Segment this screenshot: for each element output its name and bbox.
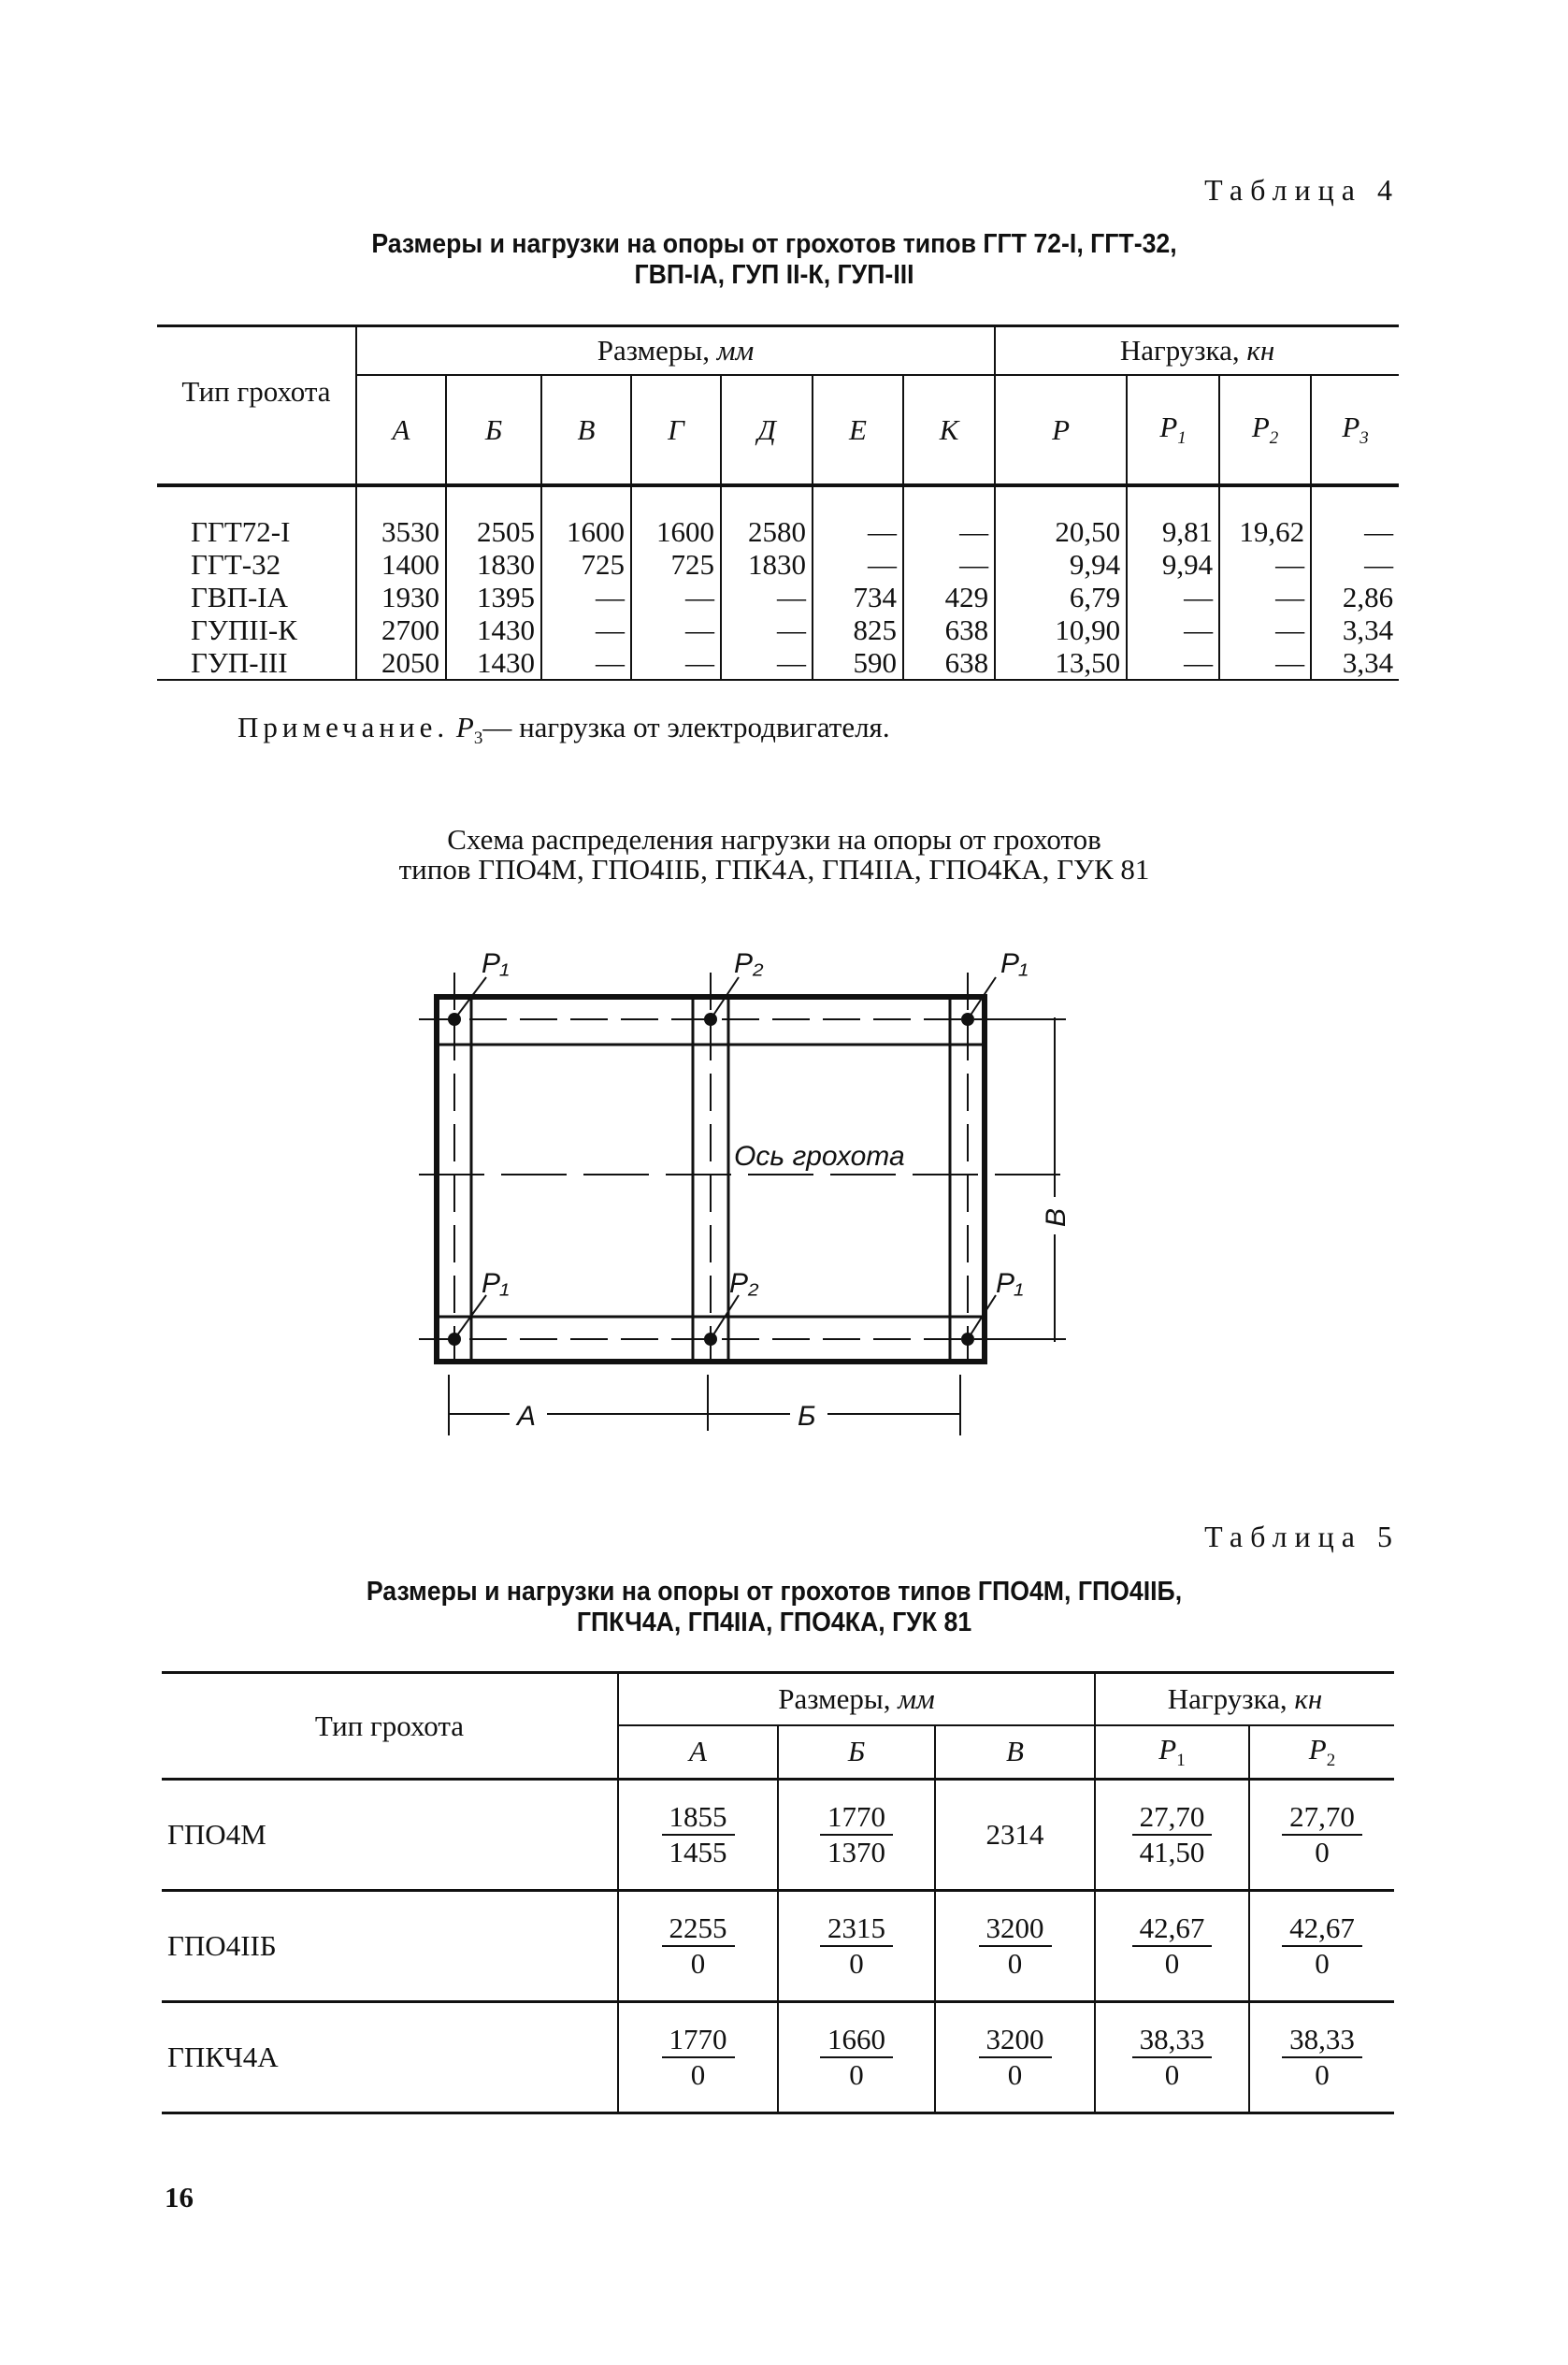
- col-header: $P_1$: [1127, 375, 1219, 485]
- row-name: ГУП-III: [191, 646, 288, 679]
- fraction-value: $\frac{1770}{1370}$: [820, 1800, 893, 1869]
- table-cell: —: [1127, 581, 1219, 613]
- fraction-value: $\frac{2315}{0}$: [820, 1911, 893, 1981]
- col-header: Е: [813, 375, 903, 485]
- table5: [162, 1671, 1394, 2114]
- table-cell: —: [541, 646, 631, 680]
- table-cell: [1095, 1891, 1249, 2002]
- col-type: Тип грохота: [314, 1709, 465, 1742]
- dim-b-label: Б: [798, 1401, 816, 1432]
- col-header: В: [935, 1725, 1095, 1780]
- table-cell: 1430: [446, 646, 541, 680]
- table-cell: —: [1219, 548, 1311, 581]
- table-cell: 1830: [721, 548, 813, 581]
- table-cell: 2314: [935, 1780, 1095, 1891]
- table-cell: 734: [813, 581, 903, 613]
- table-cell: 2580: [721, 485, 813, 548]
- label-p: P₁: [1000, 948, 1029, 979]
- fraction-value: $\frac{3200}{0}$: [979, 1911, 1052, 1981]
- dim-v-label: В: [1041, 1207, 1072, 1227]
- table-cell: 1400: [356, 548, 446, 581]
- col-header: P: [995, 375, 1127, 485]
- table-cell: 725: [541, 548, 631, 581]
- col-header: $P_3$: [1311, 375, 1399, 485]
- table-cell: —: [631, 646, 721, 680]
- table-cell: 9,94: [1127, 548, 1219, 581]
- table4-number: Таблица 4: [1204, 173, 1400, 207]
- group-load: Нагрузка, кн: [995, 326, 1399, 376]
- col-header: Д: [721, 375, 813, 485]
- fraction-value: $\frac{27,70}{0}$: [1282, 1800, 1362, 1869]
- fraction-value: $\frac{3200}{0}$: [979, 2023, 1052, 2092]
- table-cell: 2,86: [1311, 581, 1399, 613]
- label-p2: P₂: [729, 1268, 759, 1299]
- table-row: [162, 1891, 1394, 2002]
- table-cell: [1249, 1780, 1394, 1891]
- table-cell: —: [1311, 485, 1399, 548]
- col-header: К: [903, 375, 995, 485]
- row-name: ГГТ-32: [191, 548, 281, 581]
- table-cell: —: [813, 548, 903, 581]
- page-number: 16: [165, 2181, 194, 2214]
- table-cell: 9,94: [995, 548, 1127, 581]
- table-cell: [618, 1891, 778, 2002]
- col-header: В: [541, 375, 631, 485]
- table5-title: [207, 1577, 1342, 1638]
- row-name: ГГТ72-I: [191, 515, 291, 548]
- label-p: P₁: [996, 1268, 1024, 1299]
- table-cell: 9,81: [1127, 485, 1219, 548]
- table-cell: 19,62: [1219, 485, 1311, 548]
- table-cell: —: [721, 613, 813, 646]
- table-cell: [778, 1780, 935, 1891]
- table-cell: 2700: [356, 613, 446, 646]
- row-name: ГПО4М: [162, 1780, 618, 1891]
- table-cell: 2050: [356, 646, 446, 680]
- col-header: Б: [778, 1725, 935, 1780]
- table-cell: 590: [813, 646, 903, 680]
- table-cell: 429: [903, 581, 995, 613]
- table-cell: 3,34: [1311, 646, 1399, 680]
- table-cell: 825: [813, 613, 903, 646]
- col-type: Тип грохота: [181, 374, 331, 408]
- row-name: ГВП-IА: [191, 581, 289, 613]
- table-cell: [778, 1891, 935, 2002]
- fraction-value: $\frac{42,67}{0}$: [1132, 1911, 1213, 1981]
- table-cell: [935, 1891, 1095, 2002]
- col-header: Г: [631, 375, 721, 485]
- axis-label: Ось грохота: [734, 1141, 905, 1172]
- table-cell: 1600: [631, 485, 721, 548]
- fraction-value: $\frac{38,33}{0}$: [1282, 2023, 1362, 2092]
- table-cell: 2505: [446, 485, 541, 548]
- table-cell: [618, 2002, 778, 2113]
- table-cell: [935, 2002, 1095, 2113]
- col-header: $P_1$: [1095, 1725, 1249, 1780]
- table5-number: Таблица 5: [1204, 1520, 1400, 1553]
- row-name: ГПО4IIБ: [162, 1891, 618, 2002]
- table-cell: 1930: [356, 581, 446, 613]
- table-cell: 10,90: [995, 613, 1127, 646]
- table-cell: [618, 1780, 778, 1891]
- row-name: ГПКЧ4А: [162, 2002, 618, 2113]
- table-cell: —: [721, 581, 813, 613]
- table-cell: —: [1219, 581, 1311, 613]
- title-line: ГПКЧ4А, ГП4IIА, ГПО4КА, ГУК 81: [576, 1608, 972, 1637]
- table-cell: [1095, 2002, 1249, 2113]
- table-cell: [1249, 2002, 1394, 2113]
- table-cell: —: [1311, 548, 1399, 581]
- fraction-value: $\frac{2255}{0}$: [662, 1911, 735, 1981]
- table-cell: 3530: [356, 485, 446, 548]
- fraction-value: $\frac{42,67}{0}$: [1282, 1911, 1362, 1981]
- col-header: $P_2$: [1219, 375, 1311, 485]
- col-header: А: [618, 1725, 778, 1780]
- table-cell: 1395: [446, 581, 541, 613]
- table-cell: —: [631, 613, 721, 646]
- table-cell: —: [903, 485, 995, 548]
- group-sizes: Размеры, мм: [356, 326, 995, 376]
- table-cell: —: [541, 613, 631, 646]
- table-cell: —: [1219, 613, 1311, 646]
- table-cell: —: [813, 485, 903, 548]
- table-cell: [1095, 1780, 1249, 1891]
- table-cell: 638: [903, 613, 995, 646]
- table-cell: 638: [903, 646, 995, 680]
- col-header: А: [356, 375, 446, 485]
- table-cell: 725: [631, 548, 721, 581]
- col-header: Б: [446, 375, 541, 485]
- title-line: ГВП-IА, ГУП II-К, ГУП-III: [634, 260, 914, 290]
- dim-a-label: А: [517, 1401, 537, 1432]
- fraction-value: $\frac{1770}{0}$: [662, 2023, 735, 2092]
- group-sizes: Размеры, мм: [618, 1673, 1095, 1725]
- table-cell: —: [1219, 646, 1311, 680]
- scheme-title: Схема распределения нагрузки на опоры от грохотов типов ГПО4М, ГПО4IIБ, ГПК4А, ГП4IIА, ГПО4КА, ГУК 81: [398, 823, 1150, 886]
- title-line: Размеры и нагрузки на опоры от грохотов типов ГПО4М, ГПО4IIБ,: [366, 1577, 1183, 1607]
- table-cell: —: [1127, 613, 1219, 646]
- table-cell: 1830: [446, 548, 541, 581]
- fraction-value: $\frac{1855}{1455}$: [662, 1800, 735, 1869]
- table-cell: 6,79: [995, 581, 1127, 613]
- fraction-value: $\frac{38,33}{0}$: [1132, 2023, 1213, 2092]
- row-name: ГУПII-К: [191, 613, 297, 646]
- table-row: [162, 1780, 1394, 1891]
- label-p2: P₂: [734, 948, 764, 979]
- fraction-value: $\frac{1660}{0}$: [820, 2023, 893, 2092]
- table-cell: 3,34: [1311, 613, 1399, 646]
- table4-note: Примечание. $P_3—$ нагрузка от электродвигателя.: [237, 711, 890, 749]
- table-row: [162, 2002, 1394, 2113]
- table-cell: 1430: [446, 613, 541, 646]
- table-cell: 13,50: [995, 646, 1127, 680]
- label-p1: P₁: [482, 948, 510, 979]
- table-cell: [778, 2002, 935, 2113]
- table-cell: —: [903, 548, 995, 581]
- table-cell: 1600: [541, 485, 631, 548]
- table-cell: [1249, 1891, 1394, 2002]
- title-line: Размеры и нагрузки на опоры от грохотов типов ГГТ 72-I, ГГТ-32,: [371, 229, 1177, 259]
- label-p1: P₁: [482, 1268, 510, 1299]
- table-cell: —: [1127, 646, 1219, 680]
- col-header: $P_2$: [1249, 1725, 1394, 1780]
- table-cell: 20,50: [995, 485, 1127, 548]
- table-cell: —: [631, 581, 721, 613]
- table-cell: —: [721, 646, 813, 680]
- fraction-value: $\frac{27,70}{41,50}$: [1132, 1800, 1213, 1869]
- table-cell: —: [541, 581, 631, 613]
- group-load: Нагрузка, кн: [1095, 1673, 1394, 1725]
